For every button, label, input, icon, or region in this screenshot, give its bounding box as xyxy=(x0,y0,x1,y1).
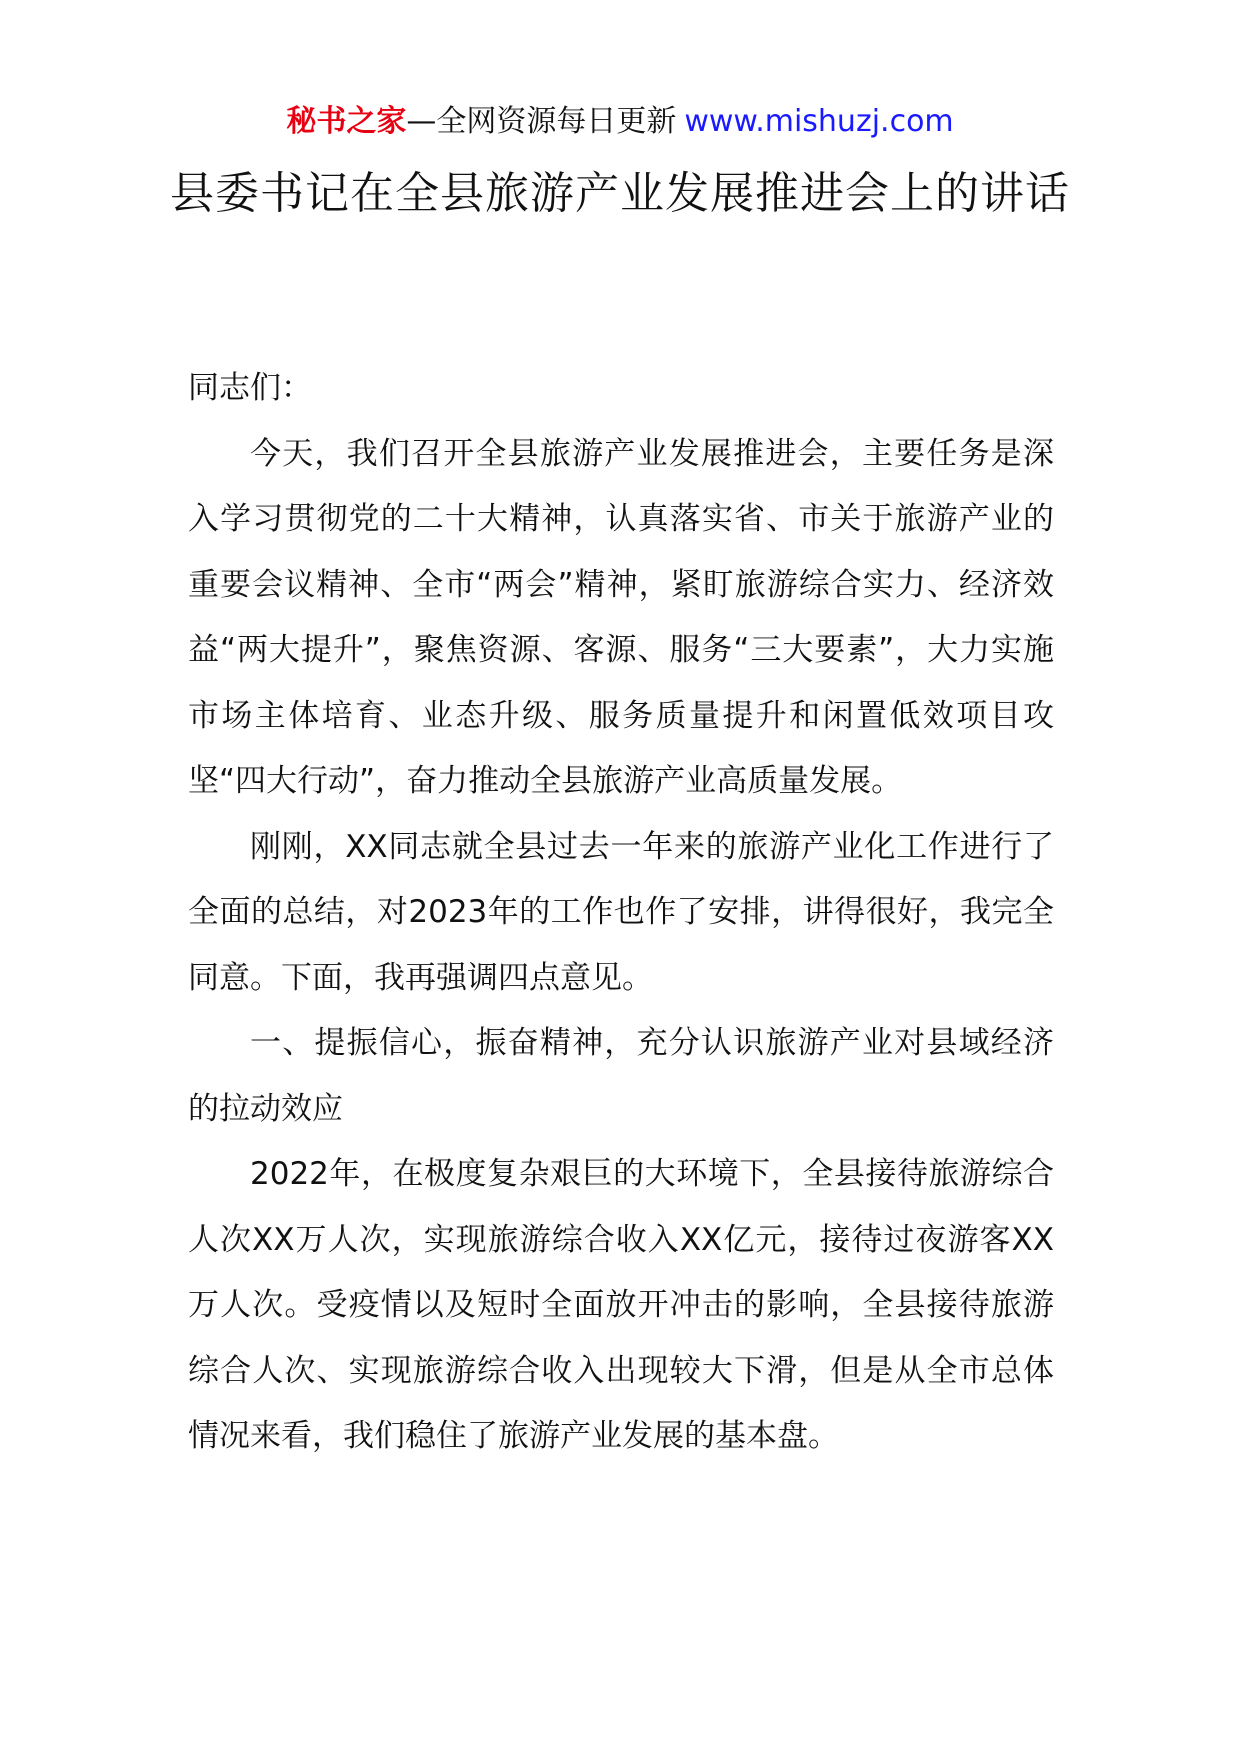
site-brand: 秘书之家 xyxy=(286,104,407,139)
paragraph-summary: 刚刚，XX同志就全县过去一年来的旅游产业化工作进行了全面的总结，对2023年的工作也作了安排，讲得很好，我完全同意。下面，我再强调四点意见。 xyxy=(188,828,1054,996)
salutation: 同志们： xyxy=(188,370,312,406)
site-tagline: —全网资源每日更新 xyxy=(406,104,677,139)
section-heading-1: 一、提振信心，振奋精神，充分认识旅游产业对县域经济的拉动效应 xyxy=(188,1025,1054,1127)
paragraph-intro: 今天，我们召开全县旅游产业发展推进会，主要任务是深入学习贯彻党的二十大精神，认真落实省、市关于旅游产业的重要会议精神、全市“两会”精神，紧盯旅游综合实力、经济效益“两大提升”，聚焦资源、客源、服务“三大要素”，大力实施市场主体培育、业态升级、服务质量提升和闲置低效项目攻坚“四大行动”，奋力推动全县旅游产业高质量发展。 xyxy=(188,435,1054,799)
site-header xyxy=(0,102,1240,142)
site-url[interactable]: www.mishuzj.com xyxy=(684,104,954,139)
document-body xyxy=(188,356,1054,1470)
paragraph-2022-results: 2022年，在极度复杂艰巨的大环境下，全县接待旅游综合人次XX万人次，实现旅游综合收入XX亿元，接待过夜游客XX万人次。受疫情以及短时全面放开冲击的影响，全县接待旅游综合人次、实现旅游综合收入出现较大下滑，但是从全市总体情况来看，我们稳住了旅游产业发展的基本盘。 xyxy=(188,1156,1054,1454)
document-title: 县委书记在全县旅游产业发展推进会上的讲话 xyxy=(170,168,1070,219)
